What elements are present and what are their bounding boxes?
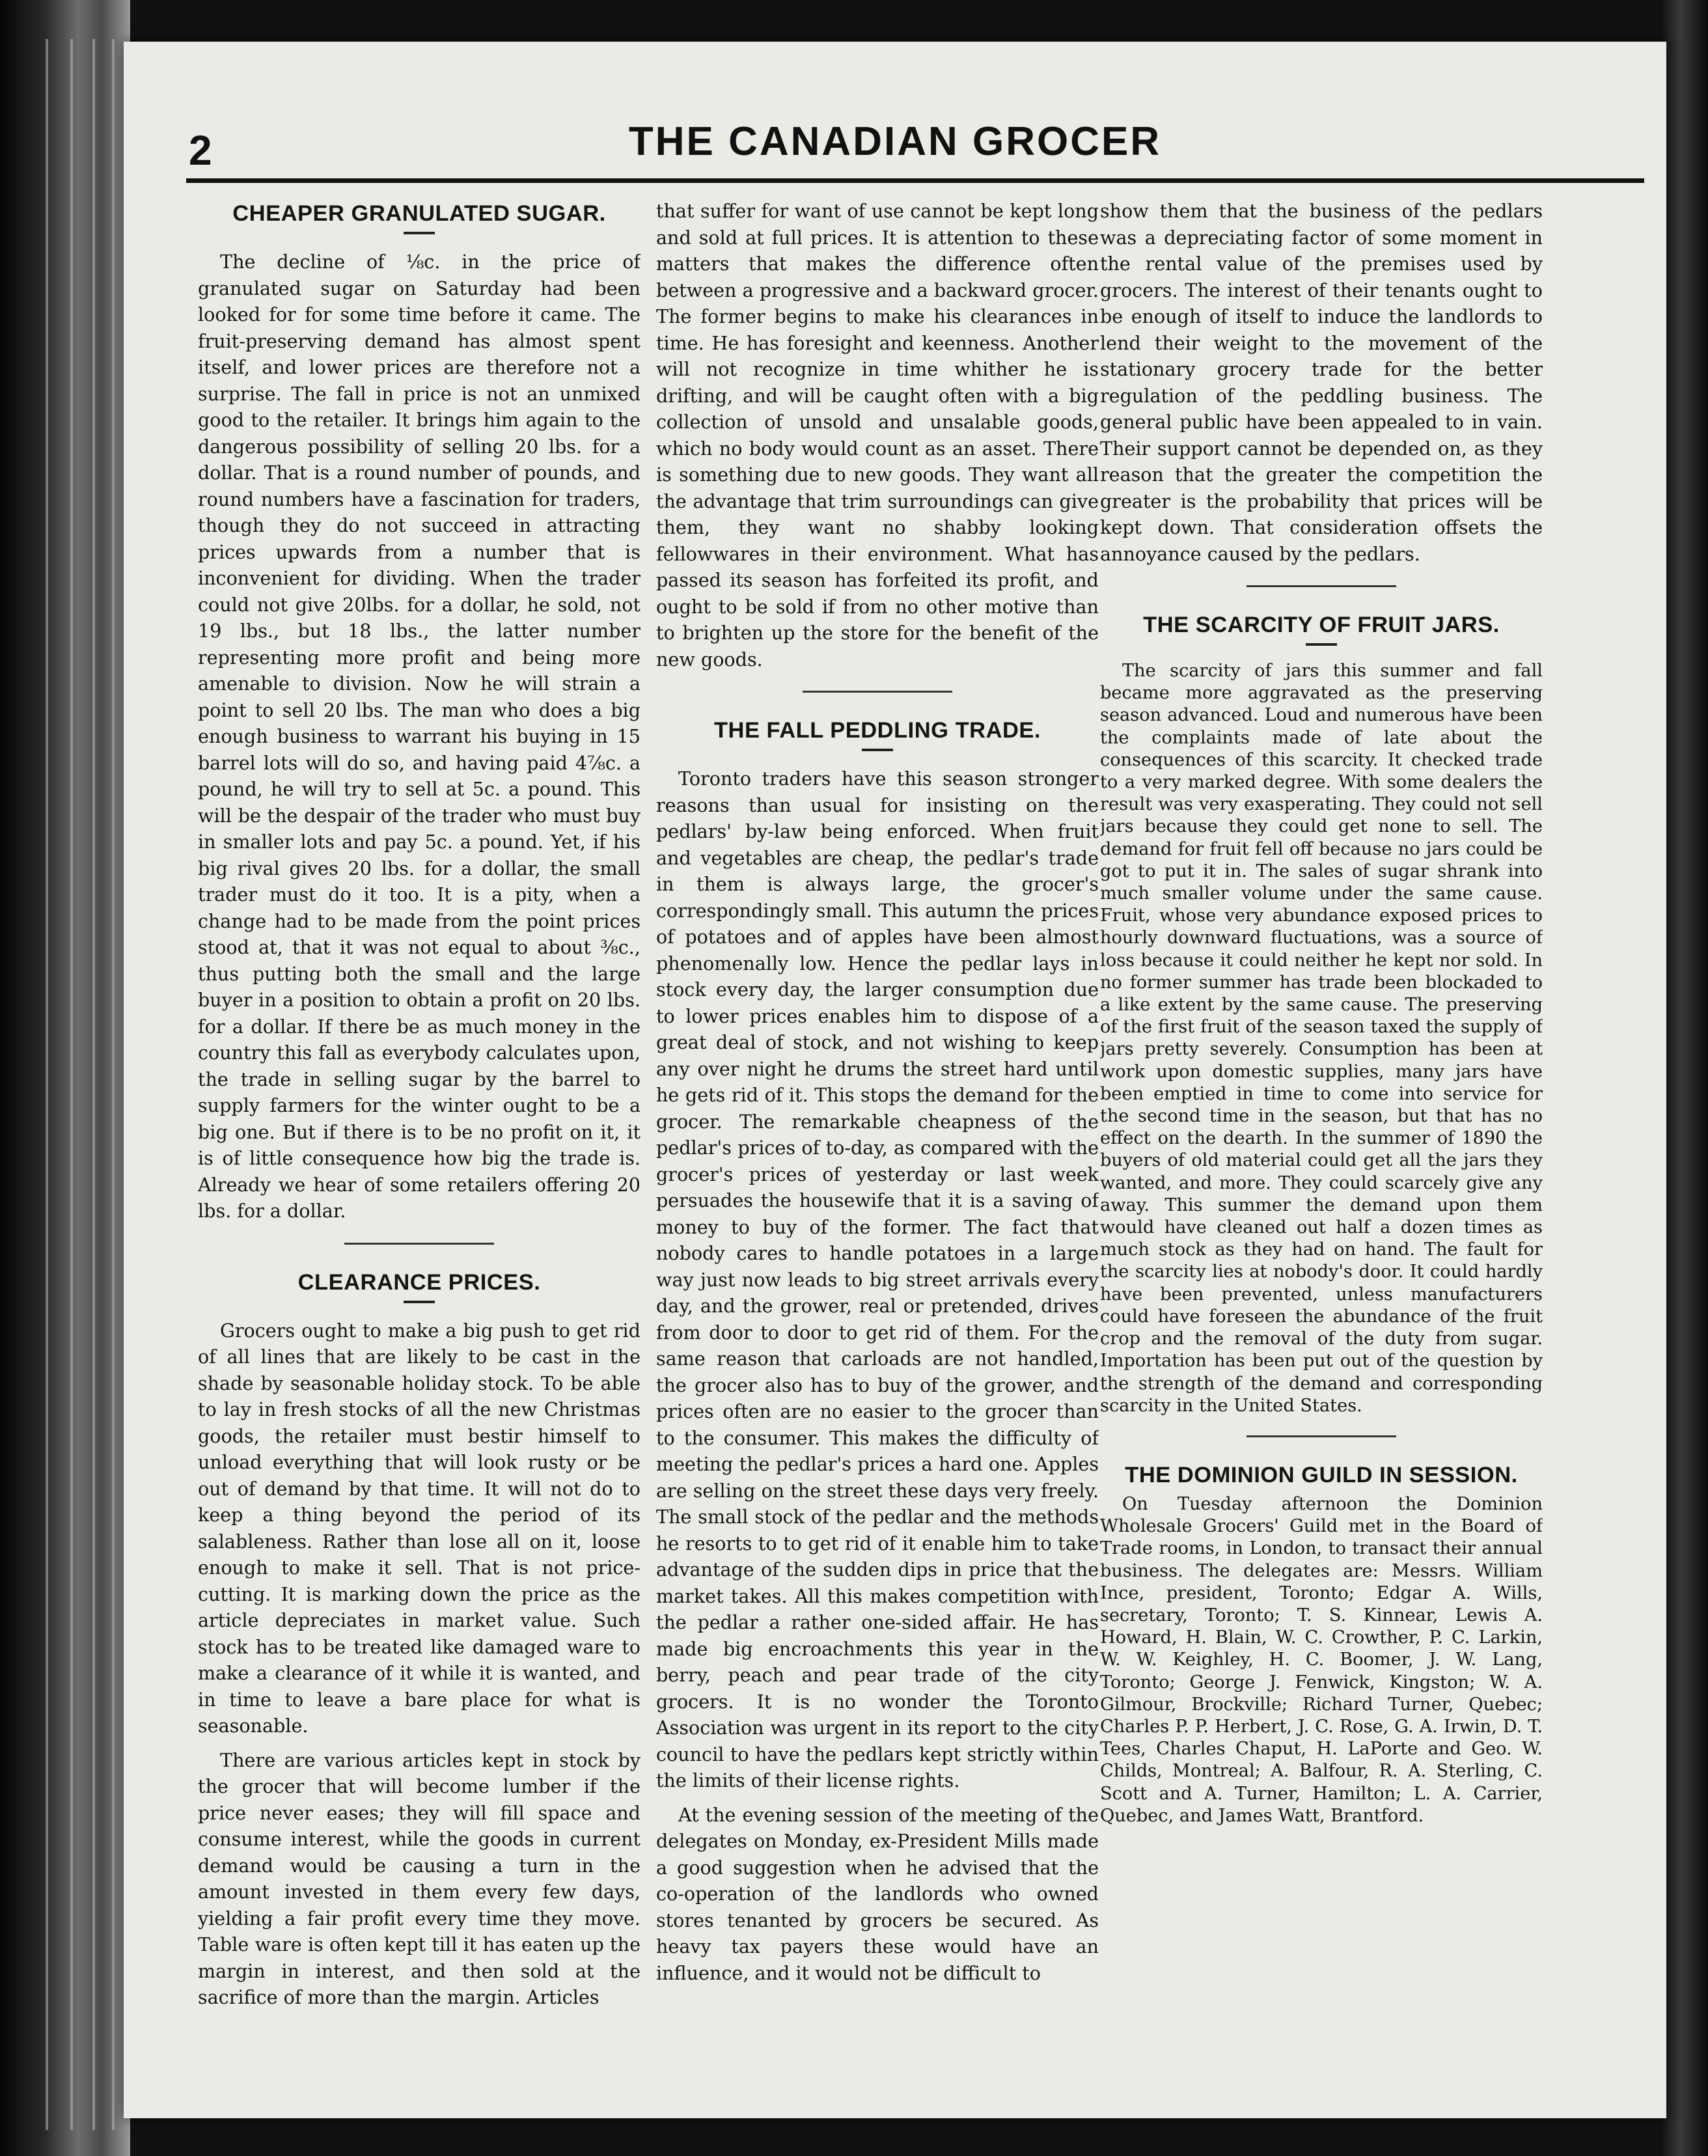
article-paragraph-continued: that suffer for want of use cannot be kept long and sold at full prices. It is attention to these matters that makes the difference often between a progressive and a backward grocer. The former begins to make his clearances in time. He has foresight and keenness. Another will not recognize in time whither he is drifting, and will be caught often with a big collection of unsold and unsalable goods, which no body would count as an asset. There is something due to new goods. They want all the advantage that trim surroundings can give them, they want no shabby looking fellowwares in their environment. What has passed its season has forfeited its profit, and ought to be sold if from no other motive than to brighten up the store for the benefit of the new goods. — [656, 200, 1099, 670]
column-2 — [656, 198, 1099, 2086]
article-heading-peddling: THE FALL PEDDLING TRADE. — [713, 718, 1041, 743]
article-paragraph-continued: show them that the business of the pedlars was a depreciating factor of some moment in the rental value of the premises used by grocers. The interest of their tenants ought to be enough of itself to induce the landlords to lend their weight to the movement of the stationary grocery trade for the better regulation of the peddling business. The general public have been appealed to in vain. Their support cannot be depended on, as they reason that the greater the competition the greater is the probability that prices will be kept down. That consideration offsets the annoyance caused by the pedlars. — [1100, 200, 1543, 565]
heading-dash — [862, 749, 893, 751]
article-paragraph: On Tuesday afternoon the Dominion Wholesale Grocers' Guild met in the Board of Trade rooms, in London, to transact their annual business. The delegates are: Messrs. William Ince, president, Toronto; Edgar A. Wills, secretary, Toronto; T. S. Kinnear, Lewis A. Howard, H. Blain, W. C. Crowther, P. C. Larkin, W. W. Keighley, H. C. Boomer, J. W. Lang, Toronto; George J. Fenwick, Kingston; W. A. Gilmour, Brockville; Richard Turner, Quebec; Charles P. P. Herbert, J. C. Rose, G. A. Irwin, D. T. Tees, Charles Chaput, H. LaPorte and Geo. W. Childs, Montreal; A. Balfour, R. A. Sterling, C. Scott and A. Turner, Hamilton; L. A. Carrier, Quebec, and James Watt, Brantford. — [1100, 1493, 1543, 1826]
article-paragraph: Toronto traders have this season stronger reasons than usual for insisting on the pedlars' by-law being enforced. When fruit and vegetables are cheap, the pedlar's trade in them is always large, the grocer's correspondingly small. This autumn the prices of potatoes and of apples have been almost phenomenally low. Hence the pedlar lays in stock every day, the larger consumption due to lower prices enables him to dispose of a great deal of stock, and not wishing to keep any over night he drums the street hard until he gets rid of it. This stops the demand for the grocer. The remarkable cheapness of the pedlar's prices of to-day, as compared with the grocer's prices of yesterday or last week persuades the housewife that it is a saving of money to buy of the former. The fact that nobody cares to handle potatoes in a large way just now leads to big street arrivals every day, and the grower, real or pretended, drives from door to door to get rid of them. For the same reason that carloads are not handled, the grocer also has to buy of the grower, and prices often are no easier to the grocer than to the consumer. This makes the difficulty of meeting the pedlar's prices a hard one. Apples are selling on the street these days very freely. The small stock of the pedlar and the methods he resorts to to get rid of it enable him to take advantage of the sudden dips in price that the market takes. All this makes competition with the pedlar a rather one-sided affair. He has made big encroachments this year in the berry, peach and pear trade of the city grocers. It is no wonder the Toronto Association was urgent in its report to the city council to have the pedlars kept strictly within the limits of their license rights. — [656, 767, 1099, 1791]
page-edge — [46, 39, 48, 2130]
heading-dash — [404, 232, 435, 234]
masthead-rule — [186, 178, 1644, 183]
article-heading-guild: THE DOMINION GUILD IN SESSION. — [1125, 1462, 1518, 1487]
book-binding — [0, 0, 130, 2156]
article-paragraph: Grocers ought to make a big push to get rid of all lines that are likely to be cast in the shade by seasonable holiday stock. To be able to lay in fresh stocks of all the new Christmas goods, the retailer must bestir himself to unload everything that will look rusty or be out of demand by that time. It will not do to keep a thing beyond the period of its salableness. Rather than lose all on it, loose enough to make it sell. That is not price-cutting. It is marking down the price as the article depreciates in market value. Such stock has to be treated like damaged ware to make a clearance of it while it is wanted, and in time to leave a bare place for what is seasonable. — [198, 1319, 640, 1737]
article-separator — [803, 691, 952, 693]
column-1 — [198, 198, 640, 2086]
article-paragraph: The decline of ⅛c. in the price of granulated sugar on Saturday had been looked for for some time before it came. The fruit-preserving demand has almost spent itself, and lower prices are therefore not a surprise. The fall in price is not an unmixed good to the retailer. It brings him again to the dangerous possibility of selling 20 lbs. for a dollar. That is a round number of pounds, and round numbers have a fascination for traders, though they do not succeed in attracting prices upwards from a number that is inconvenient for dividing. When the trader could not give 20lbs. for a dollar, he sold, not 19 lbs., but 18 lbs., the latter number representing more profit and being more amenable to division. Now he will strain a point to sell 20 lbs. The man who does a big enough business to warrant his buying in 15 barrel lots will do so, and having paid 4⅞c. a pound, he will try to sell at 5c. a pound. This will be the despair of the trader who must buy in smaller lots and pay 5c. a pound. Yet, if his big rival gives 20 lbs. for a dollar, the small trader must do it too. It is a pity, when a change had to be made from the point prices stood at, that it was not equal to about ⅜c., thus putting both the small and the large buyer in a position to obtain a profit on 20 lbs. for a dollar. If there be as much money in the country this fall as everybody calculates upon, the trade in selling sugar by the barrel to supply farmers for the winter ought to be a big one. But if there is to be no profit on it, it is of little consequence how big the trade is. Already we hear of some retailers offering 20 lbs. for a dollar. — [198, 251, 640, 1222]
article-paragraph: At the evening session of the meeting of the delegates on Monday, ex-President Mills made a good suggestion when he advised that the co-operation of the landlords who owned stores tenanted by grocers be secured. As heavy tax payers these would have an influence, and it would not be difficult to — [656, 1803, 1099, 1984]
article-paragraph: There are various articles kept in stock by the grocer that will become lumber if the price never eases; they will fill space and consume interest, while the goods in current demand would be causing a turn in the amount invested in them every few days, yielding a fair profit every time they move. Table ware is often kept till it has eaten up the margin in interest, and then sold at the sacrifice of more than the margin. Articles — [198, 1748, 640, 2008]
page-edge — [92, 39, 95, 2130]
page-edge — [112, 39, 115, 2130]
article-heading-clearance: CLEARANCE PRICES. — [297, 1269, 541, 1295]
newspaper-page — [124, 42, 1666, 2118]
masthead-title: THE CANADIAN GROCER — [628, 119, 1162, 164]
article-paragraph: The scarcity of jars this summer and fall became more aggravated as the preserving season advanced. Loud and numerous have been the complaints made of late about the consequences of this scarcity. It checked trade to a very marked degree. With some dealers the result was very exasperating. They could not sell jars because they could get none to sell. The demand for fruit fell off because no jars could be got to put it in. The sales of sugar shrank into much smaller volume under the same cause. Fruit, whose very abundance exposed prices to hourly downward fluctuations, was a source of loss because it could neither he kept nor sold. In no former summer has trade been blockaded to a like extent by the same cause. The preserving of the first fruit of the season taxed the supply of jars pretty severely. Consumption has been at work upon domestic supplies, many jars have been emptied in time to come into service for the second time in the season, but that has no effect on the dearth. In the summer of 1890 the buyers of old material could get all the jars they wanted, and more. They could scarcely give any away. This summer the demand upon them would have cleaned out half a dozen times as much stock as they had on hand. The fault for the scarcity lies at nobody's door. It could hardly have been prevented, unless manufacturers could have foreseen the abundance of the fruit crop and the removal of the duty from sugar. Importation has been put out of the question by the strength of the demand and corresponding scarcity in the United States. — [1100, 661, 1543, 1416]
article-separator — [1247, 1435, 1396, 1437]
column-3 — [1100, 198, 1543, 2086]
heading-dash — [1306, 643, 1337, 646]
article-separator — [1247, 585, 1396, 587]
article-separator — [344, 1243, 494, 1245]
article-heading-jars: THE SCARCITY OF FRUIT JARS. — [1143, 613, 1500, 637]
article-heading-sugar: CHEAPER GRANULATED SUGAR. — [232, 201, 606, 226]
page-number: 2 — [189, 127, 212, 174]
page-edge — [70, 39, 73, 2130]
heading-dash — [404, 1301, 435, 1303]
scanner-edge — [1662, 0, 1708, 2156]
